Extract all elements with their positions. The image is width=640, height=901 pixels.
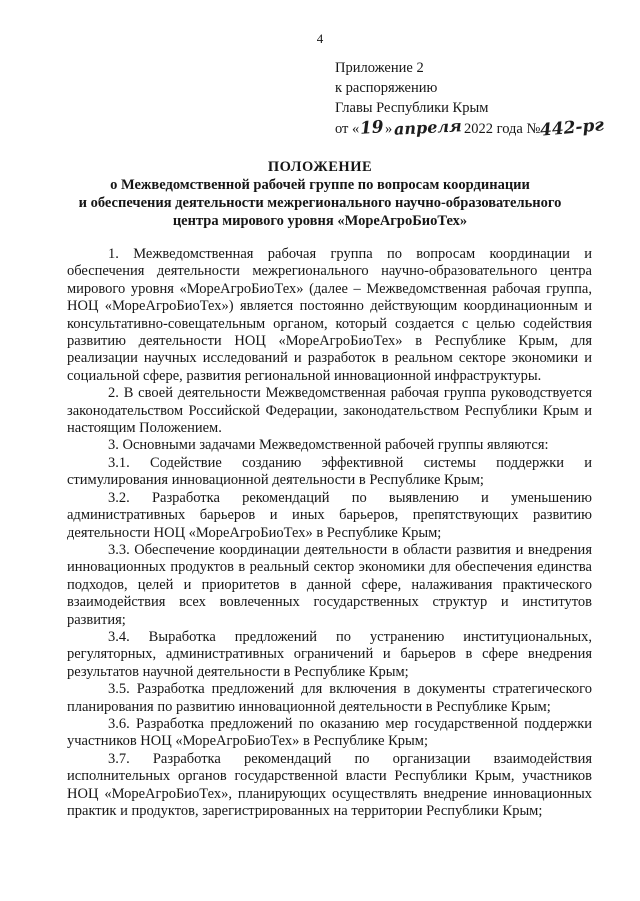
number-sign: № (526, 121, 541, 137)
appendix-date-line (335, 115, 606, 141)
paragraph-3-6: 3.6. Разработка предложений по оказанию мер государственной поддержки участников НОЦ «МореАгроБиоТех» в Республике Крым; (67, 715, 592, 750)
paragraph-2: 2. В своей деятельности Межведомственная рабочая группа руководствуется законодательством Российской Федерации, законодательством Республики Крым и настоящим Положением. (67, 385, 592, 437)
paragraph-3-1: 3.1. Содействие созданию эффективной системы поддержки и стимулирования инновационной деятельности в Республике Крым; (67, 454, 592, 489)
paragraph-3-4: 3.4. Выработка предложений по устранению институциональных, регуляторных, административных ограничений и барьеров в сфере внедрения результатов научной деятельности в Республике Крым; (67, 628, 592, 680)
date-prefix: от « (335, 121, 360, 137)
paragraph-3-5: 3.5. Разработка предложений для включения в документы стратегического планирования по развитию инновационной деятельности в Республике Крым; (67, 681, 592, 715)
handwritten-month: апреля (393, 116, 463, 139)
paragraph-3-2: 3.2. Разработка рекомендаций по выявлению и уменьшению административных барьеров и иных барьеров, препятствующих развитию деятельности НОЦ «МореАгроБиоТех» в Республике Крым; (67, 489, 592, 541)
paragraph-1: 1. Межведомственная рабочая группа по вопросам координации и обеспечения деятельности межрегионального научно-образовательного центра мирового уровня «МореАгроБиоТех» (далее – Межведомственная рабочая группа, НОЦ «МореАгроБиоТех») является постоянно действующим координационным и консультативно-совещательным органом, который создается с целью содействия развитию деятельности НОЦ «МореАгроБиоТех» в Республике Крым, для реализации научных исследований и разработок в реальном секторе экономики и социальной сфере, развития региональной инновационной инфраструктуры. (67, 246, 592, 384)
appendix-block (335, 58, 604, 139)
date-close-quote: » (384, 121, 393, 137)
date-year: 2022 (464, 121, 494, 137)
title-line-3: центра мирового уровня «МореАгроБиоТех» (172, 213, 468, 229)
document-title-block (0, 158, 640, 230)
paragraph-3-3: 3.3. Обеспечение координации деятельности в области развития и внедрения инновационных продуктов в реальный сектор экономики для обеспечения единства подходов, целей и приоритетов в данной сфере, налаживания практического взаимодействия всех вовлеченных государственных структур и институтов развития; (67, 541, 592, 628)
paragraph-3-7: 3.7. Разработка рекомендаций по организации взаимодействия исполнительных органов государственной власти Республики Крым, участников НОЦ «МореАгроБиоТех», планирующих осуществлять внедрение инновационных практик и продуктов, зарегистрированных на территории Республики Крым; (67, 750, 592, 819)
appendix-line-3: Главы Республики Крым (335, 100, 489, 116)
appendix-line-1: Приложение 2 (335, 60, 424, 76)
title-line-2: и обеспечения деятельности межрегионального научно-образовательного (78, 195, 562, 211)
document-body (67, 246, 592, 820)
paragraph-3: 3. Основными задачами Межведомственной рабочей группы являются: (108, 437, 549, 454)
page-number: 4 (316, 31, 324, 46)
handwritten-day: 19 (359, 117, 385, 139)
title-line-1: о Межведомственной рабочей группе по вопросам координации (110, 177, 530, 193)
year-word: года (496, 121, 523, 137)
document-title: ПОЛОЖЕНИЕ (267, 159, 373, 175)
handwritten-document-number: 442-рг (539, 115, 606, 141)
appendix-line-2: к распоряжению (335, 80, 438, 96)
